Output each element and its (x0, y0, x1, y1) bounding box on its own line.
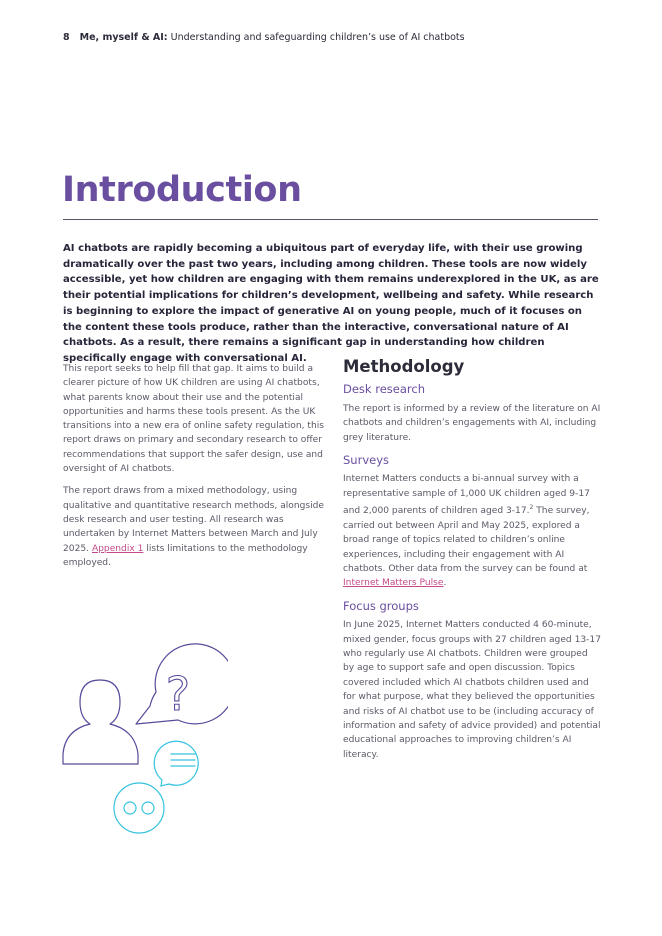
surveys-text-middle: The survey, carried out between April and May 2025, explored a broad range of topics related to children’s online experiences, including their engagement with AI chatbots. Other data from the survey can be found at (343, 506, 590, 574)
page-number: 8 (63, 32, 70, 43)
pulse-link[interactable]: Internet Matters Pulse (343, 578, 444, 589)
body-paragraph-1: This report seeks to help fill that gap. It aims to build a clearer picture of how UK children are using AI chatbots, what parents know about their use and the potential opportunities and harms these tools present. As the UK transitions into a new era of online safety regulation, this report draws on primary and secondary research to offer recommendations that support the safer design, use and oversight of AI chatbots. (63, 364, 325, 475)
question-mark: ? (165, 667, 191, 721)
person-chat-illustration (58, 640, 228, 840)
body-paragraph-2 (63, 484, 325, 570)
title-divider (63, 219, 598, 220)
left-column (63, 362, 325, 578)
focus-groups-heading: Focus groups (343, 598, 419, 613)
desk-research-heading: Desk research (343, 382, 425, 397)
body-paragraph-2-end: lists limitations to the methodology employed. (63, 543, 308, 568)
surveys-text-start: Internet Matters conducts a bi-annual survey with a representative sample of 1,000 UK children aged 9-17 and 2,000 parents of children aged 3-17. (343, 474, 590, 517)
appendix-link[interactable]: Appendix 1 (91, 543, 144, 554)
methodology-heading: Methodology (343, 357, 465, 376)
report-title-rest: Understanding and safeguarding children’s use of AI chatbots (167, 32, 465, 43)
body-paragraph-2-text: The report draws from a mixed methodology, using qualitative and quantitative research methods, alongside desk research and user testing. All research was undertaken by Internet Matters between March and July 2025. (63, 486, 325, 554)
person-icon (63, 680, 138, 764)
surveys-text (343, 472, 601, 590)
methodology-section (343, 357, 602, 770)
running-header (63, 32, 465, 43)
lead-paragraph: AI chatbots are rapidly becoming a ubiquitous part of everyday life, with their use growing dramatically over the past two years, including among children. These tools are now widely accessible, yet how children are engaging with them remains underexplored in the UK, as are their potential implications for children’s development, wellbeing and safety. While research is beginning to explore the impact of generative AI on young people, much of it focuses on the content these tools produce, rather than the interactive, conversational nature of AI chatbots. As a result, there remains a significant gap in understanding how children specifically engage with conversational AI. (63, 243, 599, 364)
bot-face-icon (114, 783, 164, 833)
focus-groups-text: In June 2025, Internet Matters conducted 4 60-minute, mixed gender, focus groups with 27 children aged 13-17 who regularly use AI chatbots. Children were grouped by age to support safe and open discussion. Topics covered included which AI chatbots children used and for what purpose, what they believed the opportunities and risks of AI chatbot use to be (including accuracy of information and safety of advice provided) and potential educational approaches to improving children’s AI literacy. (343, 620, 602, 760)
message-bubble-icon (154, 741, 198, 786)
surveys-heading: Surveys (343, 453, 389, 468)
surveys-text-end: . (443, 578, 447, 589)
page-title: Introduction (62, 170, 302, 210)
report-title-bold: Me, myself & AI: (79, 32, 168, 43)
desk-research-text: The report is informed by a review of the literature on AI chatbots and children’s engagements with AI, including grey literature. (343, 403, 601, 443)
footnote-marker: 2 (529, 504, 534, 512)
